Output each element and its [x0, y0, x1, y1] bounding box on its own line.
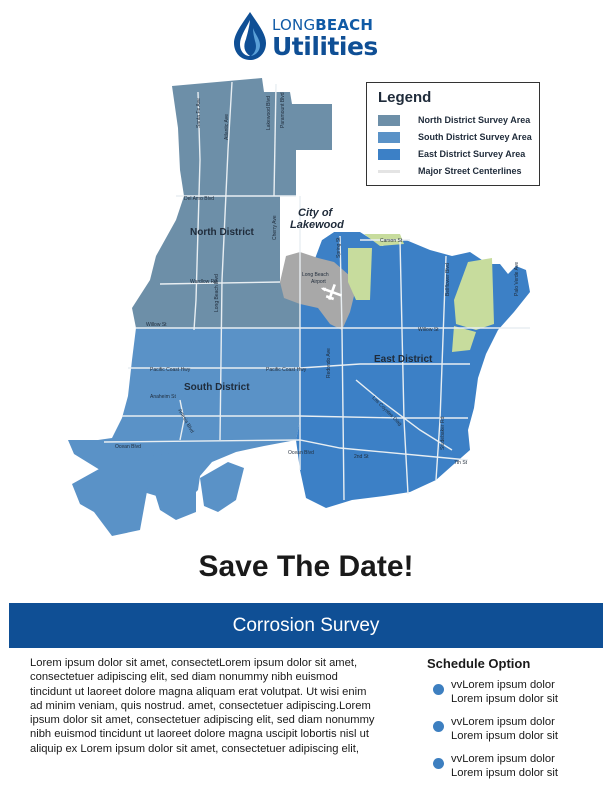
- schedule-option-text: [451, 678, 558, 706]
- street-label-wardlow: Wardlow Rd: [190, 279, 218, 285]
- schedule-option-line1: vvLorem ipsum dolor: [451, 716, 555, 728]
- logo-wordmark-bottom: Utilities: [272, 32, 378, 61]
- schedule-option-line2: Lorem ipsum dolor sit: [451, 730, 558, 742]
- city-label-line1: City of: [298, 207, 333, 219]
- street-label-willow-west: Willow St: [146, 322, 167, 328]
- street-label-cherry: Cherry Ave: [272, 215, 278, 240]
- legend-label-north: North District Survey Area: [418, 115, 531, 125]
- street-label-long-beach-blvd: Long Beach Blvd: [214, 274, 220, 312]
- street-label-pch-west: Pacific Coast Hwy: [150, 367, 191, 373]
- street-label-pch-mid: Pacific Coast Hwy: [266, 367, 307, 373]
- harbor-pier-mid: [150, 452, 196, 520]
- legend-item-south: [378, 130, 532, 144]
- south-district-label: South District: [184, 382, 250, 393]
- legend-label-east: East District Survey Area: [418, 149, 526, 159]
- legend-swatch-streets: [378, 170, 400, 173]
- save-the-date-headline: Save The Date!: [198, 550, 414, 583]
- street-label-atlantic: Atlantic Ave: [224, 113, 230, 140]
- schedule-option-line2: Lorem ipsum dolor sit: [451, 693, 558, 705]
- street-label-palo-verde: Palo Verde Ave: [514, 261, 520, 296]
- harbor-pier-east: [200, 462, 244, 512]
- legend-label-streets: Major Street Centerlines: [418, 166, 522, 176]
- street-label-7th: 7th St: [454, 460, 468, 466]
- water-drop-icon: [230, 10, 270, 62]
- schedule-option-3[interactable]: [433, 752, 593, 784]
- street-label-santa-fe: Santa Fe Ave: [196, 98, 202, 128]
- street-label-lakewood: Lakewood Blvd: [266, 96, 272, 130]
- legend-swatch-east: [378, 149, 400, 160]
- legend-item-north: [378, 113, 530, 127]
- legend-item-streets: [378, 164, 522, 178]
- corrosion-survey-banner: [9, 603, 603, 648]
- street-label-willow-east: Willow St: [418, 327, 439, 333]
- bullet-dot-icon: [433, 684, 444, 695]
- street-label-anaheim: Anaheim St: [150, 394, 176, 400]
- schedule-option-1[interactable]: [433, 678, 593, 710]
- airport-label-line1: Long Beach: [302, 272, 329, 278]
- harbor-pier-west: [72, 460, 148, 536]
- legend-swatch-south: [378, 132, 400, 143]
- schedule-option-line1: vvLorem ipsum dolor: [451, 679, 555, 691]
- street-label-ocean: Ocean Blvd: [115, 444, 141, 450]
- legend-title: Legend: [378, 89, 432, 106]
- schedule-option-line2: Lorem ipsum dolor sit: [451, 767, 558, 779]
- street-label-del-amo: Del Amo Blvd: [184, 196, 215, 202]
- banner-title: Corrosion Survey: [232, 615, 380, 636]
- street-label-carson: Carson St: [380, 238, 403, 244]
- city-label-line2: Lakewood: [290, 219, 344, 231]
- street-label-paramount: Paramount Blvd: [280, 92, 286, 128]
- legend-item-east: [378, 147, 525, 161]
- legend-label-south: South District Survey Area: [418, 132, 532, 142]
- schedule-option-text: [451, 752, 558, 780]
- street-label-spring: Spring St: [336, 237, 342, 258]
- street-label-ocean-east: Ocean Blvd: [288, 450, 314, 456]
- schedule-option-2[interactable]: [433, 715, 593, 747]
- logo-wordmark-top: LONGBEACH: [272, 16, 374, 34]
- street-label-bellflower: Bellflower Blvd: [445, 263, 451, 296]
- bullet-dot-icon: [433, 758, 444, 769]
- street-label-2nd: 2nd St: [354, 454, 369, 460]
- airport-label-line2: Airport: [311, 279, 326, 285]
- body-paragraph: Lorem ipsum dolor sit amet, consectetLorem ipsum dolor sit amet, consectetuer adipiscing elit, sed diam nonummy nibh euismod tincidunt ut laoreet dolore magna aliquam erat volutpat. Ut wisi enim ad minim veniam, quis nostrud. amet, consectetuer adipiscing.Lorem ipsum dolor sit amet, consectetuer adipiscing elit, sed diam nonummy nibh euismod tincidunt ut laoreet dolore magna uscipit lobortis nisl ut aliquip ex Lorem ipsum dolor sit amet, consectetuer adipiscing elit,: [30, 657, 375, 755]
- bullet-dot-icon: [433, 721, 444, 732]
- east-district-label: East District: [374, 354, 433, 365]
- schedule-title: Schedule Option: [427, 656, 531, 671]
- street-label-studebaker: Studebaker Rd: [440, 416, 446, 450]
- street-label-redondo: Redondo Ave: [326, 348, 332, 378]
- legend-swatch-north: [378, 115, 400, 126]
- long-beach-utilities-logo: [230, 10, 390, 62]
- map-legend: [366, 82, 540, 186]
- schedule-option-text: [451, 715, 558, 743]
- street-label-los-coyotes: Los Coyotes Diag: [370, 395, 403, 428]
- north-district-label: North District: [190, 227, 254, 238]
- schedule-option-line1: vvLorem ipsum dolor: [451, 753, 555, 765]
- street-label-artesia: Artesia Blvd: [176, 408, 195, 435]
